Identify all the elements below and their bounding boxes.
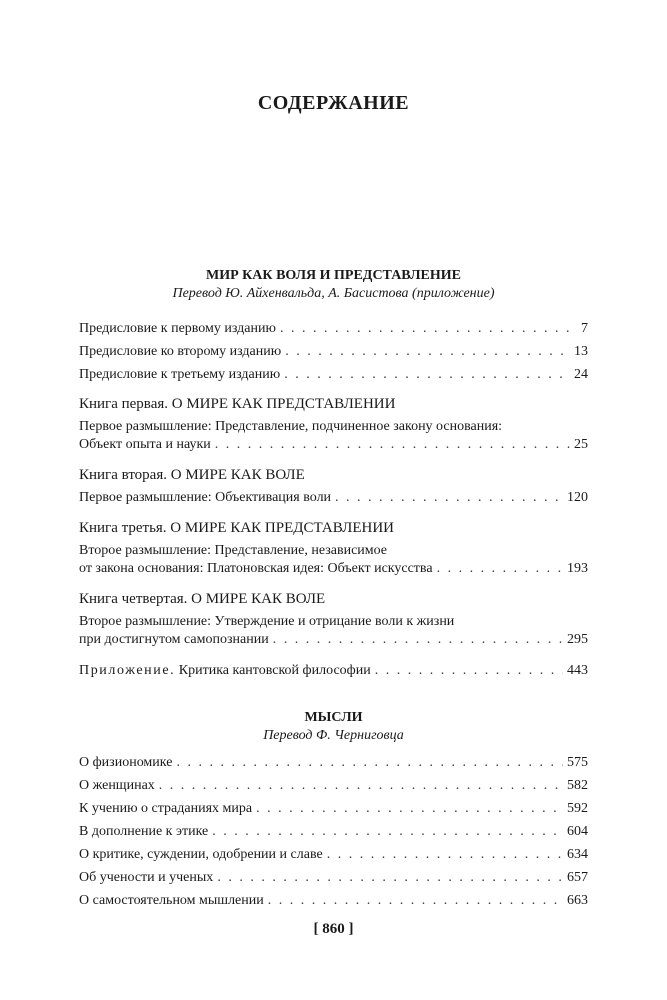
toc-entry-label: при достигнутом самопознании [79, 632, 269, 647]
toc-page-number: 193 [567, 561, 588, 576]
appendix-title: Критика кантовской философии [178, 663, 371, 678]
toc-entry-label: К учению о страданиях мира [79, 801, 253, 816]
book-heading: Книга четвертая. О МИРЕ КАК ВОЛЕ [79, 591, 326, 607]
toc-entry-label: Объект опыта и науки [79, 437, 211, 452]
book-heading: Книга третья. О МИРЕ КАК ПРЕДСТАВЛЕНИИ [79, 520, 394, 536]
toc-entry[interactable] [79, 560, 588, 578]
toc-entry-line: Второе размышление: Утверждение и отрицание воли к жизни [79, 614, 455, 629]
toc-entry-line: Первое размышление: Представление, подчиненное закону основания: [79, 419, 503, 434]
toc-leader [327, 846, 563, 864]
part1-header [0, 267, 667, 303]
toc-entry[interactable] [79, 800, 588, 818]
toc-leader [212, 823, 563, 841]
toc-entry-label: О женщинах [79, 778, 155, 793]
toc-leader [268, 892, 563, 910]
toc-entry-line: Второе размышление: Представление, независимое [79, 543, 388, 558]
toc-entry-appendix[interactable] [79, 662, 588, 680]
toc-entry-label: от закона основания: Платоновская идея: Объект искусства [79, 561, 433, 576]
toc-page-number: 443 [567, 663, 588, 678]
toc-entry[interactable] [79, 320, 588, 338]
toc-entry-label: Об учености и ученых [79, 870, 214, 885]
toc-leader [285, 343, 570, 361]
toc-entry[interactable] [79, 823, 588, 841]
toc-entry[interactable] [79, 489, 588, 507]
toc-page-number: 7 [581, 321, 588, 336]
page-number: [ 860 ] [313, 921, 354, 937]
toc-page-number: 295 [567, 632, 588, 647]
part2-title: МЫСЛИ [304, 710, 363, 725]
toc-leader [284, 366, 570, 384]
toc-leader [273, 631, 563, 649]
toc-entry[interactable] [79, 754, 588, 772]
page-title: СОДЕРЖАНИЕ [257, 92, 410, 114]
toc-entry[interactable] [79, 777, 588, 795]
toc-entry-label: О физиономике [79, 755, 173, 770]
toc-page-number: 13 [574, 344, 588, 359]
toc-page-number: 663 [567, 893, 588, 908]
toc-leader [159, 777, 563, 795]
toc-entry-label: Первое размышление: Объективация воли [79, 490, 332, 505]
toc-leader [375, 662, 563, 680]
part2-subtitle: Перевод Ф. Черниговца [263, 728, 404, 743]
part1-subtitle: Перевод Ю. Айхенвальда, А. Басистова (приложение) [172, 286, 495, 301]
book-heading: Книга вторая. О МИРЕ КАК ВОЛЕ [79, 467, 305, 483]
toc-page-number: 592 [567, 801, 588, 816]
toc-entry[interactable] [79, 436, 588, 454]
appendix-prefix: Приложение. [79, 663, 176, 678]
toc-entry[interactable] [79, 846, 588, 864]
toc-page-number: 604 [567, 824, 588, 839]
toc-entry[interactable] [79, 869, 588, 887]
toc-entry-label: В дополнение к этике [79, 824, 209, 839]
toc-entry-label: Предисловие к первому изданию [79, 321, 276, 336]
part1-title: МИР КАК ВОЛЯ И ПРЕДСТАВЛЕНИЕ [206, 268, 461, 283]
toc-page-number: 120 [567, 490, 588, 505]
toc-entry[interactable] [79, 366, 588, 384]
toc-page-number: 657 [567, 870, 588, 885]
toc-entry-label: Предисловие к третьему изданию [79, 367, 281, 382]
toc-leader [256, 800, 563, 818]
toc-entry[interactable] [79, 892, 588, 910]
toc-page-number: 575 [567, 755, 588, 770]
toc-leader [335, 489, 563, 507]
toc-entry-label: О критике, суждении, одобрении и славе [79, 847, 323, 862]
book-heading: Книга первая. О МИРЕ КАК ПРЕДСТАВЛЕНИИ [79, 396, 396, 412]
toc-entry-label: Предисловие ко второму изданию [79, 344, 282, 359]
part2-header [0, 709, 667, 745]
toc-entry[interactable] [79, 631, 588, 649]
toc-leader [176, 754, 563, 772]
toc-page-number: 24 [574, 367, 588, 382]
toc-leader [437, 560, 563, 578]
toc-page-number: 634 [567, 847, 588, 862]
toc-leader [215, 436, 570, 454]
toc-leader [217, 869, 563, 887]
toc-page-number: 25 [574, 437, 588, 452]
toc-leader [280, 320, 577, 338]
toc-entry-label: О самостоятельном мышлении [79, 893, 264, 908]
toc-entry-label [79, 662, 371, 680]
toc-entry[interactable] [79, 343, 588, 361]
toc-page-number: 582 [567, 778, 588, 793]
